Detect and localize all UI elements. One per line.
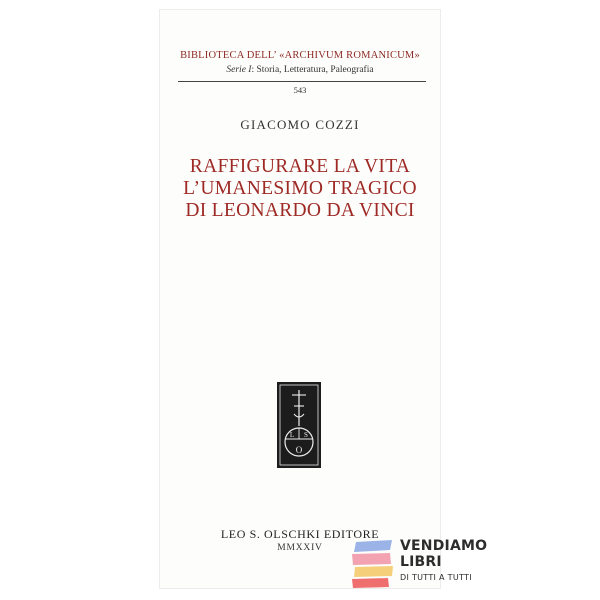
publication-year: MMXXIV — [277, 543, 323, 553]
book-title-line-2: L’UMANESIMO TRAGICO — [183, 178, 417, 199]
series-subtitle-prefix: Serie I — [226, 65, 252, 75]
book-title-line-1: RAFFIGURARE LA VITA — [189, 156, 411, 177]
book-title-line-3: DI LEONARDO DA VINCI — [185, 200, 415, 221]
series-subtitle-rest: : Storia, Letteratura, Paleografia — [251, 65, 374, 75]
book-stack-icon — [350, 540, 394, 588]
watermark-line-1: VENDIAMO — [400, 538, 488, 554]
series-number: 543 — [293, 85, 307, 95]
watermark-line-2: LIBRI — [400, 554, 442, 570]
emblem-letter-l: L — [289, 431, 295, 439]
publisher-name: LEO S. OLSCHKI EDITORE — [220, 527, 380, 541]
emblem-letter-s: S — [304, 431, 308, 439]
book-cover — [160, 10, 440, 588]
publisher-emblem-icon — [277, 382, 321, 468]
watermark-line-3: DI TUTTI A TUTTI — [400, 573, 472, 582]
series-title: BIBLIOTECA DELL’ «ARCHIVUM ROMANICUM» — [180, 50, 420, 61]
vendiamo-libri-watermark — [350, 538, 500, 590]
series-divider — [178, 81, 426, 82]
emblem-letter-o: O — [295, 445, 303, 455]
book-title — [160, 156, 440, 222]
author-name: GIACOMO COZZI — [240, 117, 360, 132]
series-subtitle — [160, 65, 440, 75]
